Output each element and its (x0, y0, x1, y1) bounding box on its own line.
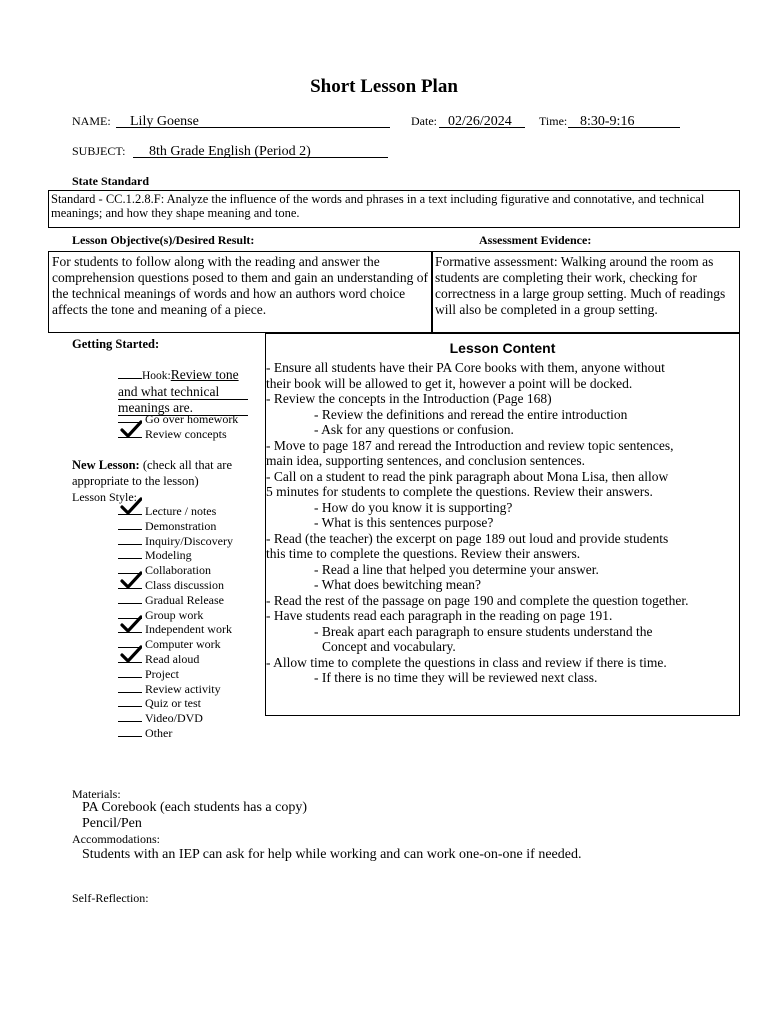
lesson-style-item[interactable] (118, 548, 233, 563)
materials-item: PA Corebook (each students has a copy) (82, 800, 307, 815)
objective-box: For students to follow along with the reading and answer the comprehension questions posed to them and gain an understanding of the technical meanings of words and how an authors word choice affects the tone and meaning of a piece. (48, 251, 433, 333)
checkbox[interactable] (118, 711, 142, 722)
checkmark-icon (120, 496, 142, 516)
lesson-style-label: Other (145, 725, 173, 740)
lesson-content-line: - Read a line that helped you determine your answer. (314, 561, 599, 577)
subject-label: SUBJECT: (72, 144, 126, 158)
checkbox[interactable] (118, 682, 142, 693)
hook-blank[interactable] (118, 368, 142, 379)
state-standard-box: Standard - CC.1.2.8.F: Analyze the influence of the words and phrases in a text including figurative and connotative, and technical meanings; and how they shape meaning and tone. (48, 190, 740, 228)
lesson-style-item[interactable] (118, 652, 233, 667)
state-standard-heading: State Standard (72, 174, 150, 188)
lesson-style-label: Review activity (145, 681, 221, 696)
getting-started-label: Go over homework (145, 412, 239, 426)
lesson-style-label: Video/DVD (145, 711, 203, 726)
checkbox[interactable] (118, 652, 142, 663)
checkbox[interactable] (118, 667, 142, 678)
lesson-content-line: - Review the definitions and reread the entire introduction (314, 406, 628, 422)
checkmark-icon (120, 614, 142, 634)
checkbox[interactable] (118, 578, 142, 589)
hook-block (118, 366, 254, 416)
lesson-content-line: their book will be allowed to get it, however a point will be docked. (266, 375, 633, 391)
lesson-content-line: - What does bewitching mean? (314, 577, 481, 592)
checkbox[interactable] (118, 504, 142, 515)
checkbox[interactable] (118, 593, 142, 604)
lesson-content-line: - Review the concepts in the Introduction (Page 168) (266, 391, 552, 406)
checkmark-icon (120, 570, 142, 590)
date-value: 02/26/2024 (448, 114, 512, 129)
lesson-content-line: Concept and vocabulary. (322, 639, 456, 654)
materials-item: Pencil/Pen (82, 816, 142, 831)
lesson-style-item[interactable] (118, 622, 233, 637)
materials-label: Materials: (72, 787, 121, 801)
getting-started-heading: Getting Started: (72, 337, 160, 351)
accommodations-text: Students with an IEP can ask for help while working and can work one-on-one if needed. (82, 847, 582, 862)
new-lesson-note-2: appropriate to the lesson) (72, 474, 199, 488)
lesson-content-line: - Read (the teacher) the excerpt on page 189 out loud and provide students (266, 530, 669, 546)
name-field[interactable] (116, 112, 390, 128)
lesson-content-box (265, 333, 740, 716)
assessment-box: Formative assessment: Walking around the room as students are completing their work, checking for correctness in a large group setting. Much of readings will also be completed in a group setting. (431, 251, 740, 333)
hook-text-3: meanings are. (118, 400, 248, 416)
hook-label: Hook: (142, 370, 171, 382)
getting-started-list (118, 412, 238, 442)
lesson-style-label: Read aloud (145, 651, 200, 666)
subject-value: 8th Grade English (Period 2) (149, 144, 311, 159)
subject-field[interactable] (133, 142, 388, 158)
lesson-style-label: Lecture / notes (145, 504, 217, 518)
lesson-style-label: Project (145, 666, 179, 681)
lesson-content-line: this time to complete the questions. Review their answers. (266, 546, 581, 561)
lesson-content-line: - What is this sentences purpose? (314, 515, 494, 530)
time-value: 8:30-9:16 (580, 114, 635, 129)
time-label: Time: (539, 114, 568, 128)
lesson-content-line: - Move to page 187 and reread the Introduction and review topic sentences, (266, 437, 674, 453)
checkbox[interactable] (118, 622, 142, 633)
lesson-content-line: 5 minutes for students to complete the questions. Review their answers. (266, 484, 653, 499)
checkbox[interactable] (118, 534, 142, 545)
lesson-style-label: Quiz or test (145, 696, 201, 711)
lesson-content-heading: Lesson Content (449, 340, 556, 356)
lesson-content-line: - Ask for any questions or confusion. (314, 422, 514, 437)
self-reflection-label: Self-Reflection: (72, 891, 149, 905)
lesson-content-line: - If there is no time they will be reviewed next class. (314, 670, 598, 685)
name-label: NAME: (72, 114, 111, 128)
lesson-style-label: Lesson Style: (72, 490, 137, 504)
lesson-style-item[interactable] (118, 711, 233, 726)
lesson-style-item[interactable] (118, 696, 233, 711)
hook-text-1: Review tone (170, 367, 239, 382)
lesson-style-label: Modeling (145, 548, 192, 563)
lesson-content-line: - Ensure all students have their PA Core books with them, anyone without (266, 360, 665, 375)
lesson-content-line: - Read the rest of the passage on page 190 and complete the question together. (266, 592, 689, 608)
lesson-content-line: main idea, supporting sentences, and conclusion sentences. (266, 453, 586, 468)
lesson-style-label: Group work (145, 607, 204, 622)
lesson-content-line: - Break apart each paragraph to ensure students understand the (314, 623, 653, 639)
lesson-style-label: Inquiry/Discovery (145, 533, 233, 548)
name-value: Lily Goense (130, 114, 199, 129)
lesson-style-label: Computer work (145, 637, 221, 652)
lesson-style-item[interactable] (118, 534, 233, 549)
objective-heading: Lesson Objective(s)/Desired Result: (72, 233, 255, 247)
checkmark-icon (120, 644, 142, 664)
hook-text-2: and what technical (118, 384, 248, 400)
lesson-style-item[interactable] (118, 504, 233, 519)
lesson-style-item[interactable] (118, 726, 233, 741)
lesson-style-label: Gradual Release (145, 592, 224, 607)
lesson-content-line: - Call on a student to read the pink paragraph about Mona Lisa, then allow (266, 468, 669, 484)
accommodations-label: Accommodations: (72, 832, 160, 846)
lesson-content-line: - Have students read each paragraph in the reading on page 191. (266, 608, 613, 623)
checkmark-icon (120, 419, 142, 439)
lesson-style-label: Demonstration (145, 518, 217, 533)
new-lesson-title: New Lesson: (72, 458, 140, 472)
lesson-content-line: - Allow time to complete the questions in class and review if there is time. (266, 654, 667, 670)
assessment-heading: Assessment Evidence: (479, 233, 592, 247)
lesson-content-line: - How do you know it is supporting? (314, 499, 513, 515)
lesson-style-item[interactable] (118, 682, 233, 697)
checkbox[interactable] (118, 427, 142, 438)
time-field[interactable] (568, 112, 680, 128)
lesson-style-label: Class discussion (145, 577, 225, 592)
date-field[interactable] (439, 112, 525, 128)
lesson-content-lines (266, 360, 739, 686)
checkbox[interactable] (118, 519, 142, 530)
lesson-style-item[interactable] (118, 578, 233, 593)
checkbox[interactable] (118, 548, 142, 559)
lesson-style-item[interactable] (118, 667, 233, 682)
date-label: Date: (411, 114, 437, 128)
getting-started-label: Review concepts (145, 426, 227, 441)
lesson-style-item[interactable] (118, 519, 233, 534)
checkbox[interactable] (118, 696, 142, 707)
page-title: Short Lesson Plan (310, 76, 458, 97)
checkbox[interactable] (118, 726, 142, 737)
getting-started-item[interactable] (118, 427, 238, 442)
lesson-style-item[interactable] (118, 593, 233, 608)
new-lesson-note: (check all that are (142, 458, 233, 472)
new-lesson-heading (72, 457, 257, 489)
lesson-style-list (118, 504, 233, 741)
lesson-style-label: Independent work (145, 622, 232, 637)
lesson-style-label: Collaboration (145, 563, 211, 578)
